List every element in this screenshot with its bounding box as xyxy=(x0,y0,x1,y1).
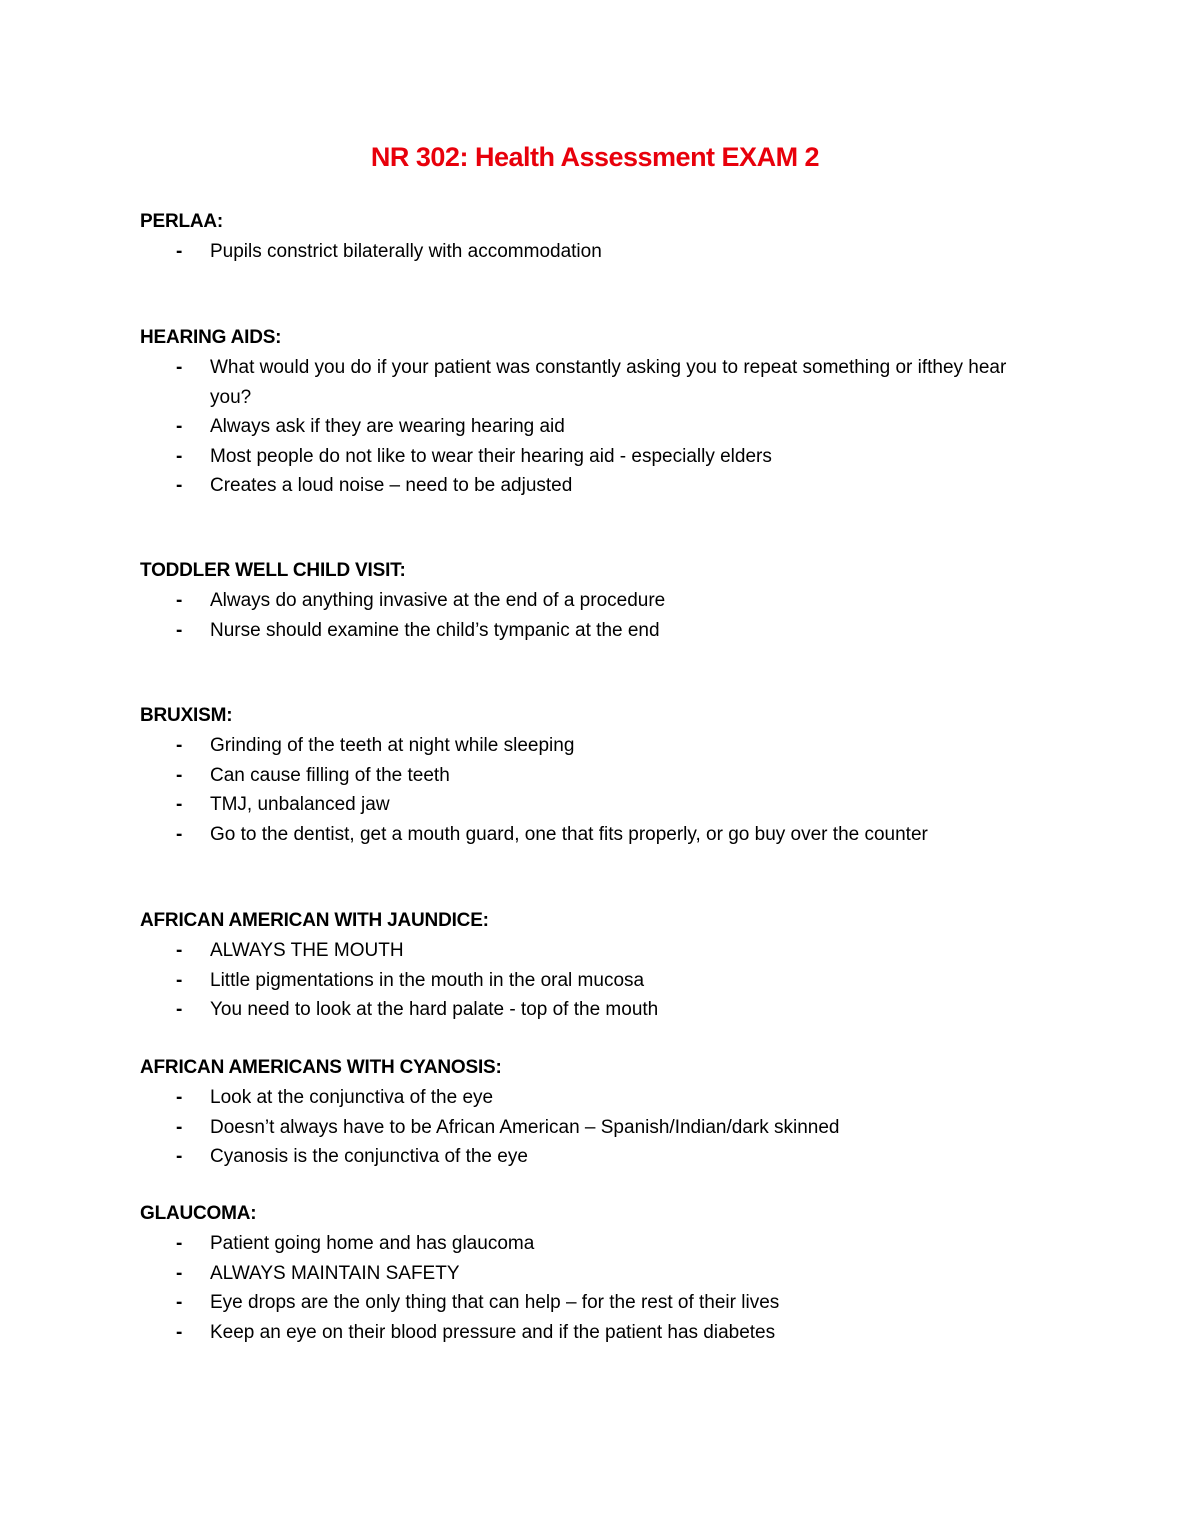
list-item-text: Most people do not like to wear their hearing aid - especially elders xyxy=(210,445,772,467)
bullet-list xyxy=(140,1083,1040,1172)
list-item-text: Grinding of the teeth at night while sleeping xyxy=(210,735,575,756)
bullet-dash: - xyxy=(176,445,183,467)
bullet-dash: - xyxy=(176,1116,183,1138)
list-item-text: Doesn’t always have to be African American – Spanish/Indian/dark skinned xyxy=(210,1116,840,1138)
bullet-dash: - xyxy=(176,969,183,991)
list-item-text: Nurse should examine the child’s tympanic at the end xyxy=(210,619,660,641)
bullet-dash: - xyxy=(176,241,183,262)
list-item xyxy=(140,761,1010,791)
section-african-americans-with-cyanosis xyxy=(140,1053,1040,1172)
bullet-dash: - xyxy=(176,823,183,845)
bullet-dash: - xyxy=(176,735,183,756)
section-perlaa xyxy=(140,207,1040,267)
section-heading: AFRICAN AMERICAN WITH JAUNDICE: xyxy=(140,910,489,931)
bullet-list xyxy=(140,936,1040,1025)
section-heading: HEARING AIDS: xyxy=(140,327,282,348)
list-item xyxy=(140,1113,1010,1143)
list-item xyxy=(140,1229,1010,1259)
bullet-dash: - xyxy=(176,357,183,378)
section-african-american-with-jaundice xyxy=(140,906,1040,1025)
list-item xyxy=(140,1259,1010,1289)
list-item xyxy=(140,237,1010,267)
list-item-text: Eye drops are the only thing that can help – for the rest of their lives xyxy=(210,1292,780,1314)
list-item-text: Always do anything invasive at the end of a procedure xyxy=(210,590,666,611)
list-item xyxy=(140,616,1010,646)
bullet-dash: - xyxy=(176,619,183,641)
section-toddler-well-child-visit xyxy=(140,556,1040,645)
list-item xyxy=(140,1288,1010,1318)
bullet-dash: - xyxy=(176,1292,183,1314)
list-item-text: Pupils constrict bilaterally with accommodation xyxy=(210,241,602,262)
list-item-text: ALWAYS THE MOUTH xyxy=(210,940,404,961)
bullet-list xyxy=(140,731,1040,849)
list-item-text: Cyanosis is the conjunctiva of the eye xyxy=(210,1146,528,1168)
list-item xyxy=(140,966,1010,996)
bullet-dash: - xyxy=(176,475,183,497)
list-item-text: Little pigmentations in the mouth in the oral mucosa xyxy=(210,969,645,991)
section-heading: PERLAA: xyxy=(140,211,224,232)
section-bruxism xyxy=(140,701,1040,849)
bullet-list xyxy=(140,353,1040,501)
list-item xyxy=(140,442,1010,472)
bullet-dash: - xyxy=(176,1233,183,1254)
list-item xyxy=(140,1318,1010,1348)
list-item xyxy=(140,412,1010,442)
list-item-text: Go to the dentist, get a mouth guard, one that fits properly, or go buy over the counter xyxy=(210,823,928,845)
list-item xyxy=(140,586,1010,616)
bullet-dash: - xyxy=(176,1262,183,1284)
list-item-text: Keep an eye on their blood pressure and if the patient has diabetes xyxy=(210,1321,776,1343)
section-glaucoma xyxy=(140,1199,1040,1347)
list-item xyxy=(140,790,1010,820)
section-heading: BRUXISM: xyxy=(140,705,233,726)
list-item xyxy=(140,1083,1010,1113)
bullet-dash: - xyxy=(176,590,183,611)
list-item xyxy=(140,995,1010,1025)
bullet-dash: - xyxy=(176,1087,183,1108)
list-item-text: Can cause filling of the teeth xyxy=(210,764,450,786)
bullet-dash: - xyxy=(176,1146,183,1168)
list-item-text: What would you do if your patient was constantly asking you to repeat something or ifthey hear you? xyxy=(210,357,1007,408)
bullet-dash: - xyxy=(176,794,183,816)
list-item-text: TMJ, unbalanced jaw xyxy=(210,794,390,816)
bullet-dash: - xyxy=(176,940,183,961)
list-item xyxy=(140,1142,1010,1172)
section-hearing-aids xyxy=(140,323,1040,501)
list-item xyxy=(140,471,1010,501)
bullet-dash: - xyxy=(176,999,183,1021)
section-heading: GLAUCOMA: xyxy=(140,1203,257,1224)
bullet-dash: - xyxy=(176,1321,183,1343)
section-heading: AFRICAN AMERICANS WITH CYANOSIS: xyxy=(140,1057,502,1078)
list-item xyxy=(140,731,1010,761)
section-heading: TODDLER WELL CHILD VISIT: xyxy=(140,560,406,581)
document-title: NR 302: Health Assessment EXAM 2 xyxy=(370,142,820,172)
list-item-text: ALWAYS MAINTAIN SAFETY xyxy=(210,1262,460,1284)
list-item xyxy=(140,820,1090,850)
bullet-list xyxy=(140,237,1040,267)
bullet-dash: - xyxy=(176,764,183,786)
bullet-dash: - xyxy=(176,416,183,438)
bullet-list xyxy=(140,1229,1040,1347)
list-item-text: Look at the conjunctiva of the eye xyxy=(210,1087,494,1108)
list-item-text: Patient going home and has glaucoma xyxy=(210,1233,535,1254)
bullet-list xyxy=(140,586,1040,645)
list-item-text: Creates a loud noise – need to be adjusted xyxy=(210,475,573,497)
list-item-text: You need to look at the hard palate - top of the mouth xyxy=(210,999,659,1021)
list-item xyxy=(140,353,1010,412)
list-item xyxy=(140,936,1010,966)
list-item-text: Always ask if they are wearing hearing aid xyxy=(210,416,565,438)
